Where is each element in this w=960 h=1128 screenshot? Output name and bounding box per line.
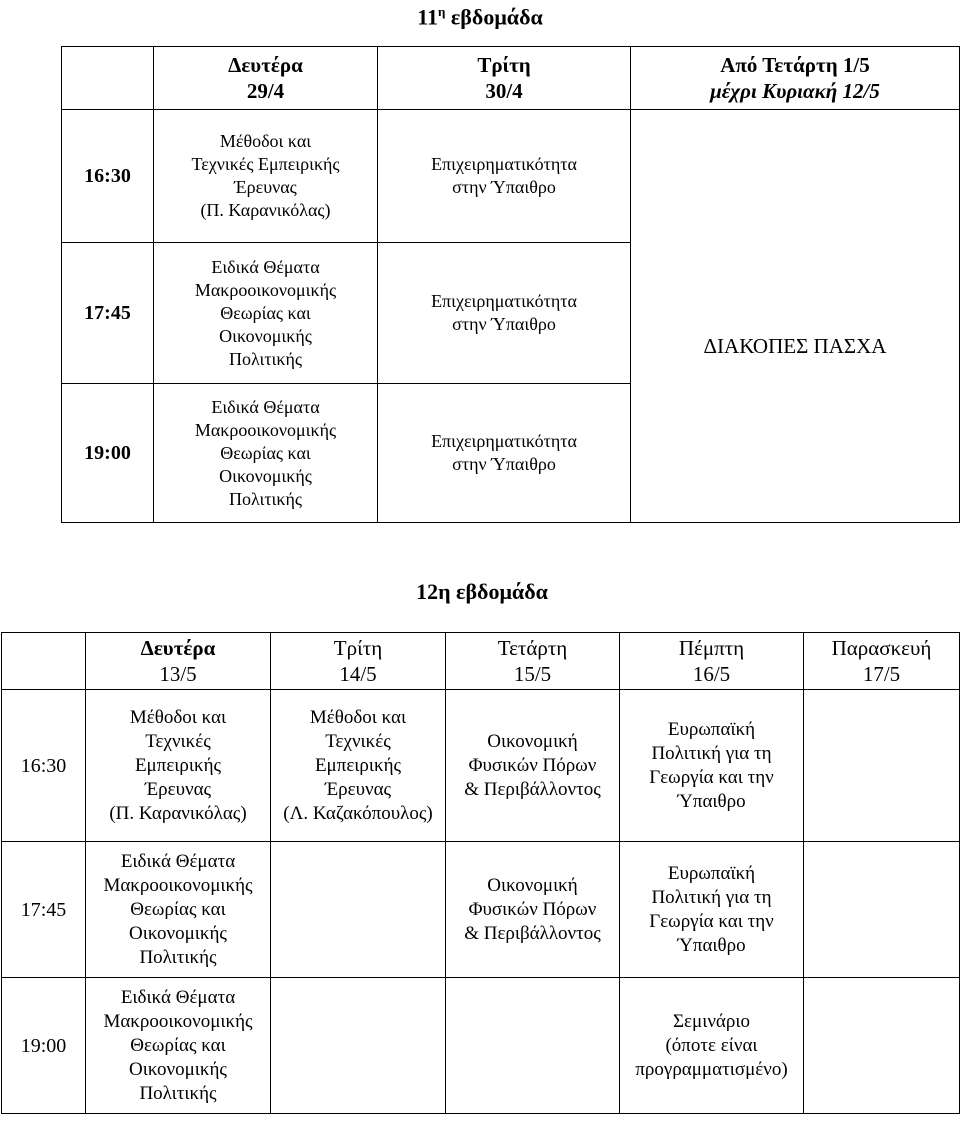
week12-header-mon: Δευτέρα 13/5 (86, 633, 271, 690)
course-cell: Ειδικά Θέματα Μακροοικονομικής Θεωρίας και Οικονομικής Πολιτικής (86, 842, 271, 978)
week12-corner-cell (2, 633, 86, 690)
table-row (2, 842, 960, 978)
week11-header-row (62, 47, 960, 110)
table-row (2, 978, 960, 1114)
course-cell: Ειδικά Θέματα Μακροοικονομικής Θεωρίας και Οικονομικής Πολιτικής (86, 978, 271, 1114)
week12-header-thu: Πέμπτη 16/5 (620, 633, 804, 690)
week12-table (1, 632, 960, 1114)
week11-title-number: 11 (417, 4, 439, 30)
course-cell: Μέθοδοι και Τεχνικές Εμπειρικής Έρευνας (Λ. Καζακόπουλος) (271, 690, 446, 842)
course-cell (446, 978, 620, 1114)
course-cell: Ειδικά Θέματα Μακροοικονομικής Θεωρίας και Οικονομικής Πολιτικής (154, 243, 378, 384)
time-cell: 16:30 (2, 690, 86, 842)
course-cell: Επιχειρηματικότητα στην Ύπαιθρο (378, 243, 631, 384)
time-cell: 19:00 (62, 384, 154, 523)
time-cell: 17:45 (2, 842, 86, 978)
course-cell (804, 842, 960, 978)
holiday-cell: ΔΙΑΚΟΠΕΣ ΠΑΣΧΑ (631, 110, 960, 523)
course-cell: Μέθοδοι και Τεχνικές Εμπειρικής Έρευνας (Π. Καρανικόλας) (154, 110, 378, 243)
time-cell: 19:00 (2, 978, 86, 1114)
week12-header-row (2, 633, 960, 690)
week11-corner-cell (62, 47, 154, 110)
week11-header-tue: Τρίτη 30/4 (378, 47, 631, 110)
course-cell: Ευρωπαϊκή Πολιτική για τη Γεωργία και την Ύπαιθρο (620, 842, 804, 978)
table-row (2, 690, 960, 842)
course-cell: Οικονομική Φυσικών Πόρων & Περιβάλλοντος (446, 842, 620, 978)
course-cell: Οικονομική Φυσικών Πόρων & Περιβάλλοντος (446, 690, 620, 842)
course-cell: Σεμινάριο (όποτε είναι προγραμματισμένο) (620, 978, 804, 1114)
week11-header-holiday-range: Από Τετάρτη 1/5 μέχρι Κυριακή 12/5 (631, 47, 960, 110)
course-cell: Ειδικά Θέματα Μακροοικονομικής Θεωρίας και Οικονομικής Πολιτικής (154, 384, 378, 523)
week12-header-wed: Τετάρτη 15/5 (446, 633, 620, 690)
week11-title-word: εβδομάδα (450, 4, 543, 30)
course-cell: Επιχειρηματικότητα στην Ύπαιθρο (378, 384, 631, 523)
table-row (62, 110, 960, 243)
week11-title (0, 4, 960, 30)
course-cell (271, 842, 446, 978)
course-cell (804, 978, 960, 1114)
course-cell: Μέθοδοι και Τεχνικές Εμπειρικής Έρευνας (Π. Καρανικόλας) (86, 690, 271, 842)
week11-title-sup: η (438, 4, 446, 19)
week11-header-mon: Δευτέρα 29/4 (154, 47, 378, 110)
week12-title: 12η εβδομάδα (416, 579, 548, 604)
week11-table (61, 46, 960, 523)
time-cell: 17:45 (62, 243, 154, 384)
course-cell (804, 690, 960, 842)
week12-header-fri: Παρασκευή 17/5 (804, 633, 960, 690)
course-cell (271, 978, 446, 1114)
course-cell: Ευρωπαϊκή Πολιτική για τη Γεωργία και την Ύπαιθρο (620, 690, 804, 842)
week12-header-tue: Τρίτη 14/5 (271, 633, 446, 690)
time-cell: 16:30 (62, 110, 154, 243)
course-cell: Επιχειρηματικότητα στην Ύπαιθρο (378, 110, 631, 243)
